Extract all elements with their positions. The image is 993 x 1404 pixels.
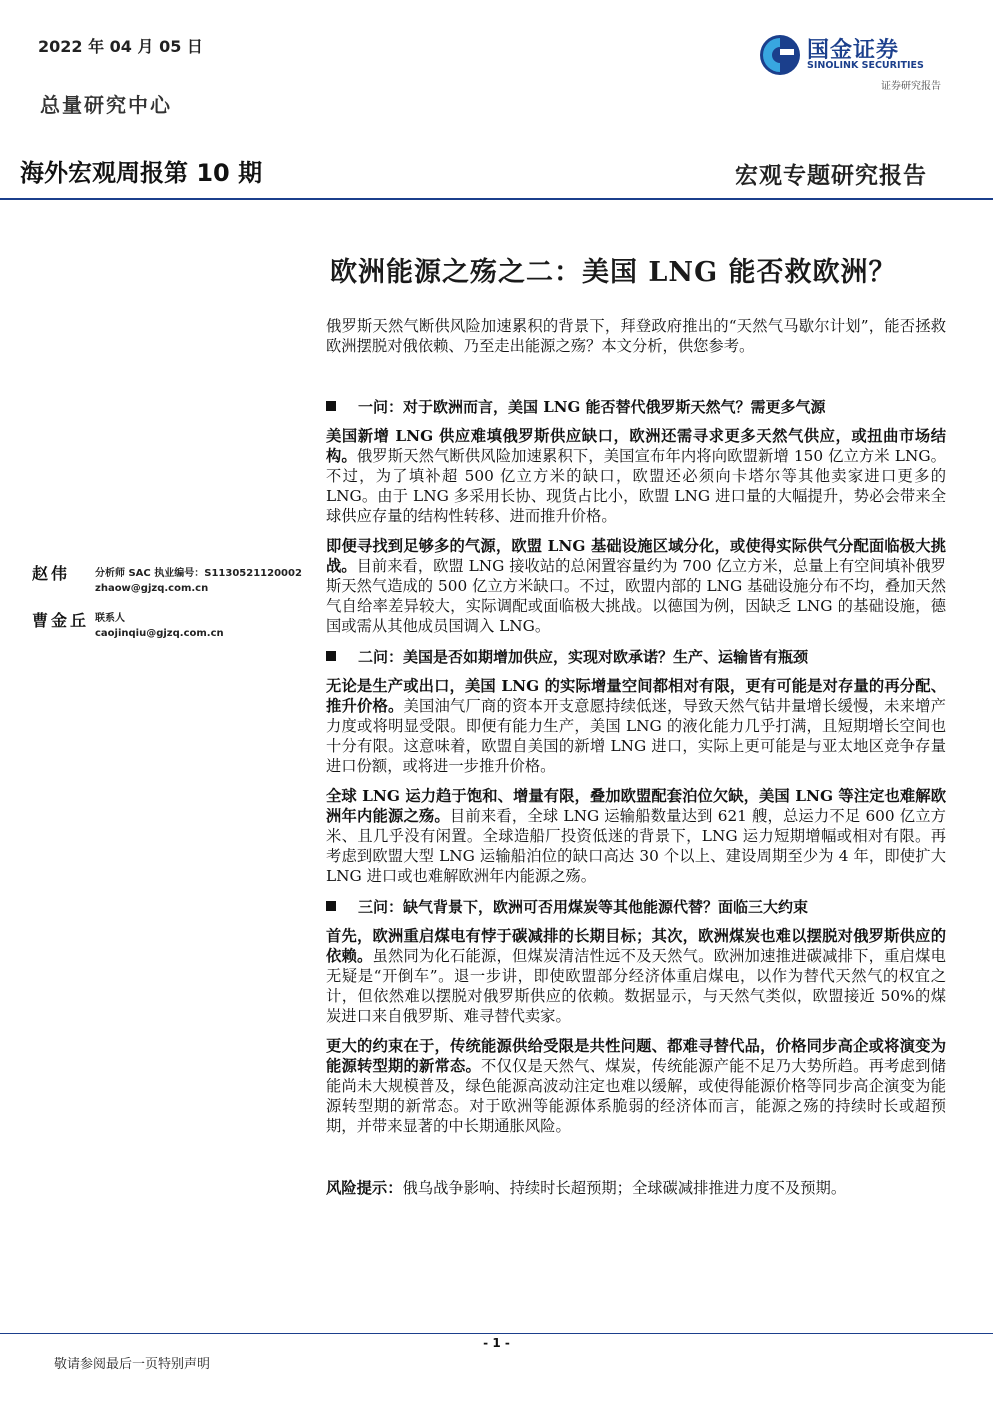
lead-sentence: 无论是生产或出口，美国 LNG 的实际增量空间都相对有限，更有可能是对存量的再分配、推升价格。 xyxy=(326,677,946,715)
lead-sentence: 更大的约束在于，传统能源供给受限是共性问题、都难寻替代品，价格同步高企或将演变为能源转型期的新常态。 xyxy=(326,1037,946,1075)
header-divider xyxy=(0,198,993,200)
report-type: 宏观专题研究报告 xyxy=(735,162,927,189)
report-date: 2022 年 04 月 05 日 xyxy=(38,37,203,56)
logo-english-name: SINOLINK SECURITIES xyxy=(807,60,924,71)
section-heading-text: 三问：缺气背景下，欧洲可否用煤炭等其他能源代替？面临三大约束 xyxy=(358,898,809,916)
section-1-paragraph-1 xyxy=(326,426,946,526)
analyst-email[interactable]: zhaow@gjzq.com.cn xyxy=(95,583,209,594)
lead-sentence: 即便寻找到足够多的气源，欧盟 LNG 基础设施区域分化，或使得实际供气分配面临极大挑战。 xyxy=(326,537,946,575)
intro-paragraph xyxy=(326,316,946,356)
lead-sentence: 美国新增 LNG 供应难填俄罗斯供应缺口，欧洲还需寻求更多天然气供应，或扭曲市场结构。 xyxy=(326,427,946,465)
bullet-square-icon xyxy=(326,401,336,411)
body-text: 目前来看，全球 LNG 运输船数量达到 621 艘，总运力不足 600 亿立方米、且几乎没有闲置。全球造船厂投资低迷的背景下，LNG 运力短期增幅或相对有限。再考虑到欧盟大型 LNG 运输船泊位的缺口高达 30 个以上、建设周期至少为 4 年，即使扩大 LNG 进口或也难解欧洲年内能源之殇。 xyxy=(326,807,946,885)
logo-chinese-name: 国金证券 xyxy=(807,38,900,63)
intro-text: 俄罗斯天然气断供风险加速累积的背景下，拜登政府推出的“天然气马歇尔计划”，能否拯救欧洲摆脱对俄依赖、乃至走出能源之殇？本文分析，供您参考。 xyxy=(326,317,946,355)
body-text: 美国油气厂商的资本开支意愿持续低迷，导致天然气钻井量增长缓慢，未来增产力度或将明显受限。即便有能力生产，美国 LNG 的液化能力几乎打满，且短期增长空间也十分有限。这意味着，欧盟自美国的新增 LNG 进口，实际上更可能是与亚太地区竞争存量进口份额，或将进一步推升价格。 xyxy=(326,697,946,775)
risk-text: 俄乌战争影响、持续时长超预期；全球碳减排推进力度不及预期。 xyxy=(402,1179,847,1197)
body-text: 目前来看，欧盟 LNG 接收站的总闲置容量约为 700 亿立方米，总量上有空间填补俄罗斯天然气造成的 500 亿立方米缺口。不过，欧盟内部的 LNG 基础设施分布不均，叠加天然气自给率差异较大，实际调配或面临极大挑战。以德国为例，因缺乏 LNG 的基础设施，德国或需从其他成员国调入 LNG。 xyxy=(326,557,946,635)
body-text: 不仅仅是天然气、煤炭，传统能源产能不足乃大势所趋。再考虑到储能尚未大规模普及，绿色能源高波动注定也难以缓解，或使得能源价格等同步高企演变为能源转型期的新常态。对于欧洲等能源体系脆弱的经济体而言，能源之殇的持续时长或超预期，并带来显著的中长期通胀风险。 xyxy=(326,1057,946,1135)
contact-role: 联系人 xyxy=(95,613,125,624)
footer-disclaimer: 敬请参阅最后一页特别声明 xyxy=(54,1357,211,1372)
analyst-name: 赵伟 xyxy=(32,564,71,583)
logo-subtitle: 证券研究报告 xyxy=(881,81,941,92)
contact-name: 曹金丘 xyxy=(32,611,90,630)
department-name: 总量研究中心 xyxy=(40,93,172,117)
section-2-paragraph-1 xyxy=(326,676,946,776)
contact-info xyxy=(95,611,224,641)
section-heading-text: 一问：对于欧洲而言，美国 LNG 能否替代俄罗斯天然气？需更多气源 xyxy=(358,398,826,416)
risk-label: 风险提示： xyxy=(326,1179,403,1197)
bullet-square-icon xyxy=(326,901,336,911)
section-heading-3 xyxy=(326,896,946,917)
section-3-paragraph-2 xyxy=(326,1036,946,1136)
lead-sentence: 全球 LNG 运力趋于饱和、增量有限，叠加欧盟配套泊位欠缺，美国 LNG 等注定也难解欧洲年内能源之殇。 xyxy=(326,787,946,825)
risk-warning xyxy=(326,1178,946,1198)
analyst-info xyxy=(95,566,302,596)
body-text: 俄罗斯天然气断供风险加速累积下，美国宣布年内将向欧盟新增 150 亿立方米 LNG。不过，为了填补超 500 亿立方米的缺口，欧盟还必须向卡塔尔等其他卖家进口更多的 LNG。由于 LNG 多采用长协、现货占比小，欧盟 LNG 进口量的大幅提升，势必会带来全球供应存量的结构性转移、进而推升价格。 xyxy=(326,447,946,525)
company-logo xyxy=(757,30,947,92)
contact-email[interactable]: caojinqiu@gjzq.com.cn xyxy=(95,628,224,639)
analyst-role: 分析师 SAC 执业编号：S1130521120002 xyxy=(95,568,302,579)
section-heading-2 xyxy=(326,646,946,667)
section-heading-1 xyxy=(326,396,946,417)
report-series: 海外宏观周报第 10 期 xyxy=(20,159,263,187)
section-1-paragraph-2 xyxy=(326,536,946,636)
footer-divider xyxy=(0,1333,993,1334)
report-title: 欧洲能源之殇之二：美国 LNG 能否救欧洲？ xyxy=(330,257,897,288)
body-text: 虽然同为化石能源，但煤炭清洁性远不及天然气。欧洲加速推进碳减排下，重启煤电无疑是“开倒车”。退一步讲，即使欧盟部分经济体重启煤电，以作为替代天然气的权宜之计，但依然难以摆脱对俄罗斯供应的依赖。数据显示，与天然气类似，欧盟接近 50%的煤炭进口来自俄罗斯、难寻替代卖家。 xyxy=(326,947,946,1025)
section-2-paragraph-2 xyxy=(326,786,946,886)
bullet-square-icon xyxy=(326,651,336,661)
section-heading-text: 二问：美国是否如期增加供应，实现对欧承诺？生产、运输皆有瓶颈 xyxy=(358,648,809,666)
page-number: - 1 - xyxy=(483,1336,510,1350)
logo-mark-icon xyxy=(757,32,803,78)
section-3-paragraph-1 xyxy=(326,926,946,1026)
lead-sentence: 首先，欧洲重启煤电有悖于碳减排的长期目标；其次，欧洲煤炭也难以摆脱对俄罗斯供应的依赖。 xyxy=(326,927,946,965)
